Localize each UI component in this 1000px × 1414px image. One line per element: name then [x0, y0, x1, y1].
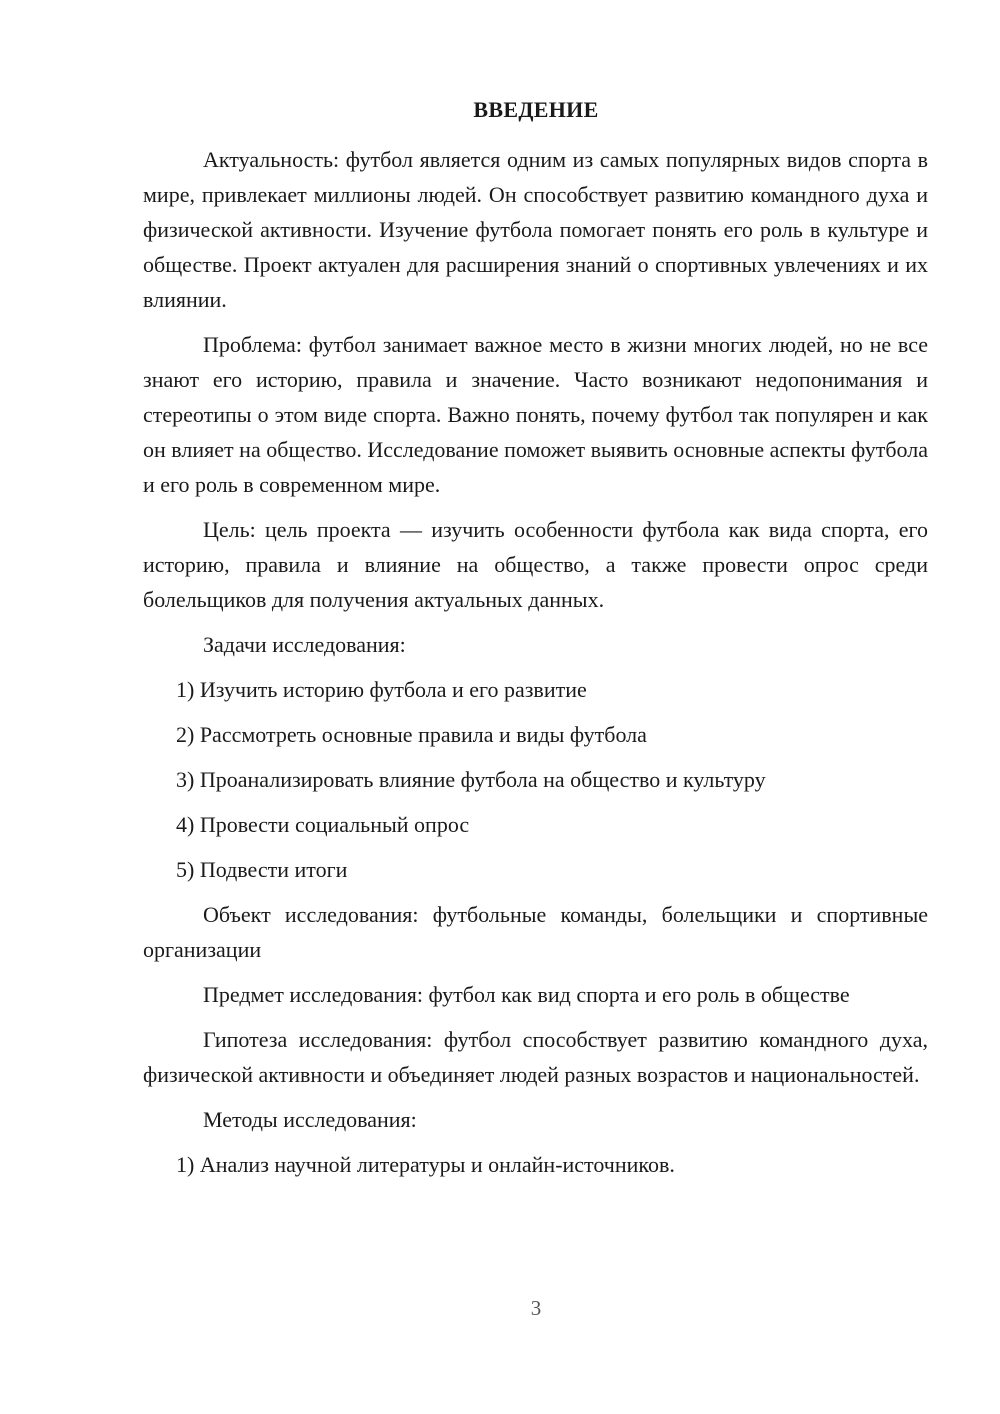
document-body	[143, 142, 928, 1192]
relevance-paragraph: Актуальность: футбол является одним из самых популярных видов спорта в мире, привлекает миллионы людей. Он способствует развитию командного духа и физической активности. Изучение футбола помогает понять его роль в культуре и обществе. Проект актуален для расширения знаний о спортивных увлечениях и их влиянии.	[143, 147, 928, 312]
methods-heading: Методы исследования:	[203, 1107, 417, 1132]
goal-paragraph: Цель: цель проекта — изучить особенности футбола как вида спорта, его историю, правила и влияние на общество, а также провести опрос среди болельщиков для получения актуальных данных.	[143, 517, 928, 612]
tasks-heading: Задачи исследования:	[203, 632, 406, 657]
task-item: 5) Подвести итоги	[176, 857, 348, 882]
task-item: 4) Провести социальный опрос	[176, 812, 470, 837]
method-item: 1) Анализ научной литературы и онлайн-источников.	[176, 1152, 675, 1177]
task-item: 3) Проанализировать влияние футбола на общество и культуру	[176, 767, 766, 792]
task-item: 2) Рассмотреть основные правила и виды футбола	[176, 722, 647, 747]
object-paragraph: Объект исследования: футбольные команды, болельщики и спортивные организации	[143, 902, 928, 962]
section-title: ВВЕДЕНИЕ	[473, 97, 599, 122]
problem-paragraph: Проблема: футбол занимает важное место в жизни многих людей, но не все знают его историю, правила и значение. Часто возникают недопонимания и стереотипы о этом виде спорта. Важно понять, почему футбол так популярен и как он влияет на общество. Исследование поможет выявить основные аспекты футбола и его роль в современном мире.	[143, 332, 928, 497]
task-item: 1) Изучить историю футбола и его развитие	[176, 677, 587, 702]
page-number: 3	[530, 1296, 542, 1320]
hypothesis-paragraph: Гипотеза исследования: футбол способствует развитию командного духа, физической активности и объединяет людей разных возрастов и национальностей.	[143, 1027, 928, 1087]
subject-paragraph: Предмет исследования: футбол как вид спорта и его роль в обществе	[203, 982, 850, 1007]
